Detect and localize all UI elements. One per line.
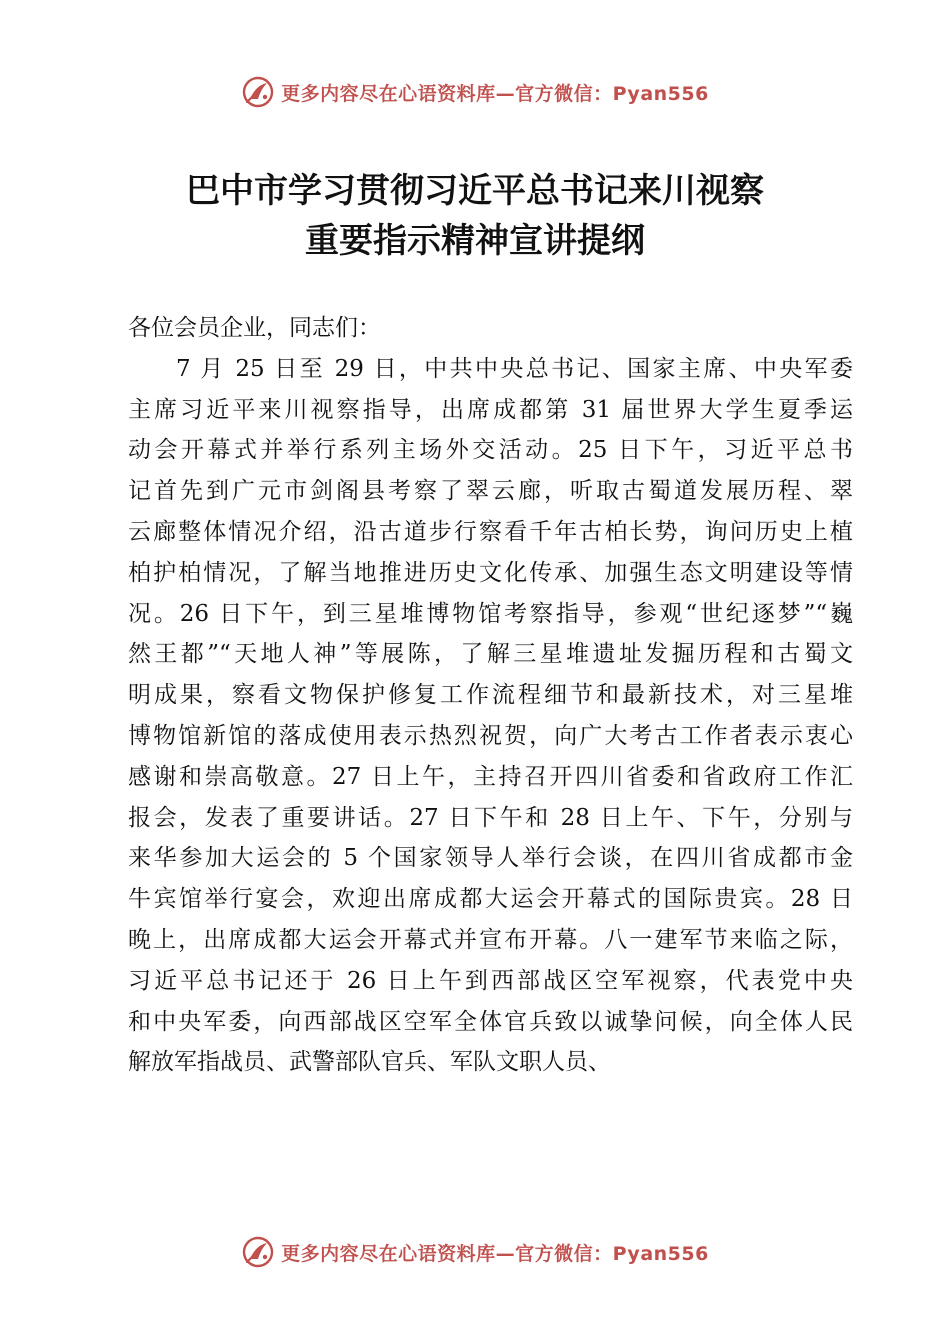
body-line: 7 月 25 日至 29 日，中共中央总书记、国家主席、中央军委 — [176, 355, 853, 382]
body-line: 然王都”“天地人神”等展陈，了解三星堆遗址发掘历程和古蜀文 — [128, 641, 853, 668]
body-line: 感谢和崇高敬意。27 日上午，主持召开四川省委和省政府工作汇 — [128, 763, 853, 790]
salutation: 各位会员企业，同志们： — [128, 315, 381, 341]
title-line-1: 巴中市学习贯彻习近平总书记来川视察 — [186, 171, 764, 211]
body-line: 况。26 日下午，到三星堆博物馆考察指导，参观“世纪逐梦”“巍 — [128, 600, 853, 627]
body-line: 晚上，出席成都大运会开幕式并宣布开幕。八一建军节来临之际， — [128, 926, 853, 953]
body-line: 云廊整体情况介绍，沿古道步行察看千年古柏长势，询问历史上植 — [128, 518, 853, 545]
body-line: 报会，发表了重要讲话。27 日下午和 28 日上午、下午，分别与 — [128, 804, 853, 831]
header-watermark — [0, 72, 950, 112]
body-line: 博物馆新馆的落成使用表示热烈祝贺，向广大考古工作者表示衷心 — [128, 722, 853, 749]
footer-watermark — [0, 1232, 950, 1272]
body-line: 习近平总书记还于 26 日上午到西部战区空军视察，代表党中央 — [128, 967, 853, 994]
body-line: 明成果，察看文物保护修复工作流程细节和最新技术，对三星堆 — [128, 682, 853, 709]
body-line: 牛宾馆举行宴会，欢迎出席成都大运会开幕式的国际贵宾。28 日 — [128, 886, 853, 913]
document-body — [128, 308, 853, 1083]
seal-logo-icon — [241, 1235, 275, 1269]
body-line: 主席习近平来川视察指导，出席成都第 31 届世界大学生夏季运 — [128, 396, 853, 423]
title-line-2: 重要指示精神宣讲提纲 — [305, 221, 645, 261]
watermark-text: 更多内容尽在心语资料库—官方微信：Pyan556 — [281, 1242, 709, 1265]
document-title — [0, 166, 950, 266]
body-line: 和中央军委，向西部战区空军全体官兵致以诚挚问候，向全体人民 — [128, 1008, 853, 1035]
body-line: 来华参加大运会的 5 个国家领导人举行会谈，在四川省成都市金 — [128, 845, 853, 872]
body-line: 记首先到广元市剑阁县考察了翠云廊，听取古蜀道发展历程、翠 — [128, 478, 853, 505]
body-line: 解放军指战员、武警部队官兵、军队文职人员、 — [128, 1049, 611, 1076]
watermark-text: 更多内容尽在心语资料库—官方微信：Pyan556 — [281, 82, 709, 105]
body-line: 动会开幕式并举行系列主场外交活动。25 日下午，习近平总书 — [128, 437, 853, 464]
seal-logo-icon — [241, 75, 275, 109]
body-line: 柏护柏情况，了解当地推进历史文化传承、加强生态文明建设等情 — [128, 559, 853, 586]
